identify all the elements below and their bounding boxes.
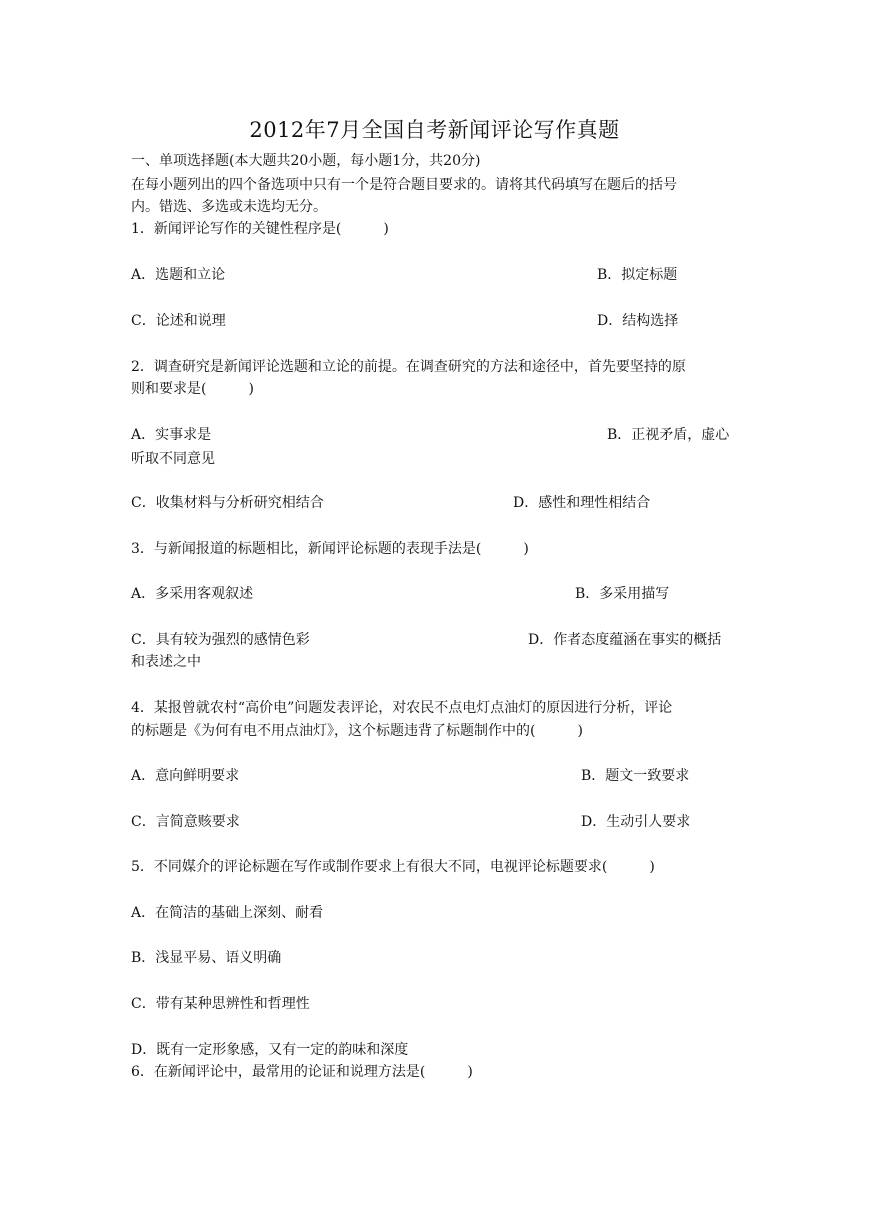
question-4-option-d: D．生动引人要求 [581, 814, 691, 830]
page-title: 2012年7月全国自考新闻评论写作真题 [249, 118, 620, 142]
question-1-stem: 1．新闻评论写作的关键性程序是( ) [131, 221, 389, 237]
question-1-option-c: C．论述和说理 [131, 313, 226, 329]
question-4-stem-line-1: 4．某报曾就农村“高价电”问题发表评论，对农民不点电灯点油灯的原因进行分析，评论 [131, 700, 673, 716]
question-2-option-c: C．收集材料与分析研究相结合 [131, 495, 324, 511]
question-2-option-b: B．正视矛盾，虚心 [607, 427, 730, 443]
question-6-stem: 6．在新闻评论中，最常用的论证和说理方法是( ) [131, 1064, 473, 1080]
section-heading: 一、单项选择题(本大题共20小题，每小题1分，共20分) [131, 153, 481, 169]
question-4-option-a: A．意向鲜明要求 [131, 768, 240, 784]
question-5-stem: 5．不同媒介的评论标题在写作或制作要求上有很大不同，电视评论标题要求( ) [131, 859, 655, 875]
question-2-stem-line-2: 则和要求是( ) [131, 381, 254, 397]
question-1-option-a: A．选题和立论 [131, 267, 226, 283]
question-5-option-d: D．既有一定形象感，又有一定的韵味和深度 [131, 1042, 409, 1058]
question-3-option-c: C．具有较为强烈的感情色彩 [131, 632, 310, 648]
question-2-option-b-continued: 听取不同意见 [131, 451, 215, 467]
question-5-option-a: A．在简洁的基础上深刻、耐看 [131, 905, 324, 921]
question-1-option-b: B．拟定标题 [597, 267, 678, 283]
question-5-option-b: B．浅显平易、语义明确 [131, 950, 282, 966]
question-2-option-d: D．感性和理性相结合 [513, 495, 651, 511]
question-3-option-a: A．多采用客观叙述 [131, 586, 254, 602]
instruction-line-1: 在每小题列出的四个备选项中只有一个是符合题目要求的。请将其代码填写在题后的括号 [131, 177, 677, 193]
question-3-stem: 3．与新闻报道的标题相比，新闻评论标题的表现手法是( ) [131, 541, 529, 557]
question-2-option-a: A．实事求是 [131, 427, 212, 443]
question-5-option-c: C．带有某种思辨性和哲理性 [131, 996, 310, 1012]
question-3-option-b: B．多采用描写 [575, 586, 670, 602]
question-4-option-b: B．题文一致要求 [581, 768, 690, 784]
question-2-stem-line-1: 2．调查研究是新闻评论选题和立论的前提。在调查研究的方法和途径中，首先要坚持的原 [131, 359, 686, 375]
question-4-option-c: C．言简意赅要求 [131, 814, 240, 830]
question-3-option-d-continued: 和表述之中 [131, 654, 201, 670]
question-1-option-d: D．结构选择 [597, 313, 679, 329]
question-4-stem-line-2: 的标题是《为何有电不用点油灯》，这个标题违背了标题制作中的( ) [131, 723, 583, 739]
instruction-line-2: 内。错选、多选或未选均无分。 [131, 199, 327, 215]
question-3-option-d: D．作者态度蕴涵在事实的概括 [528, 632, 722, 648]
